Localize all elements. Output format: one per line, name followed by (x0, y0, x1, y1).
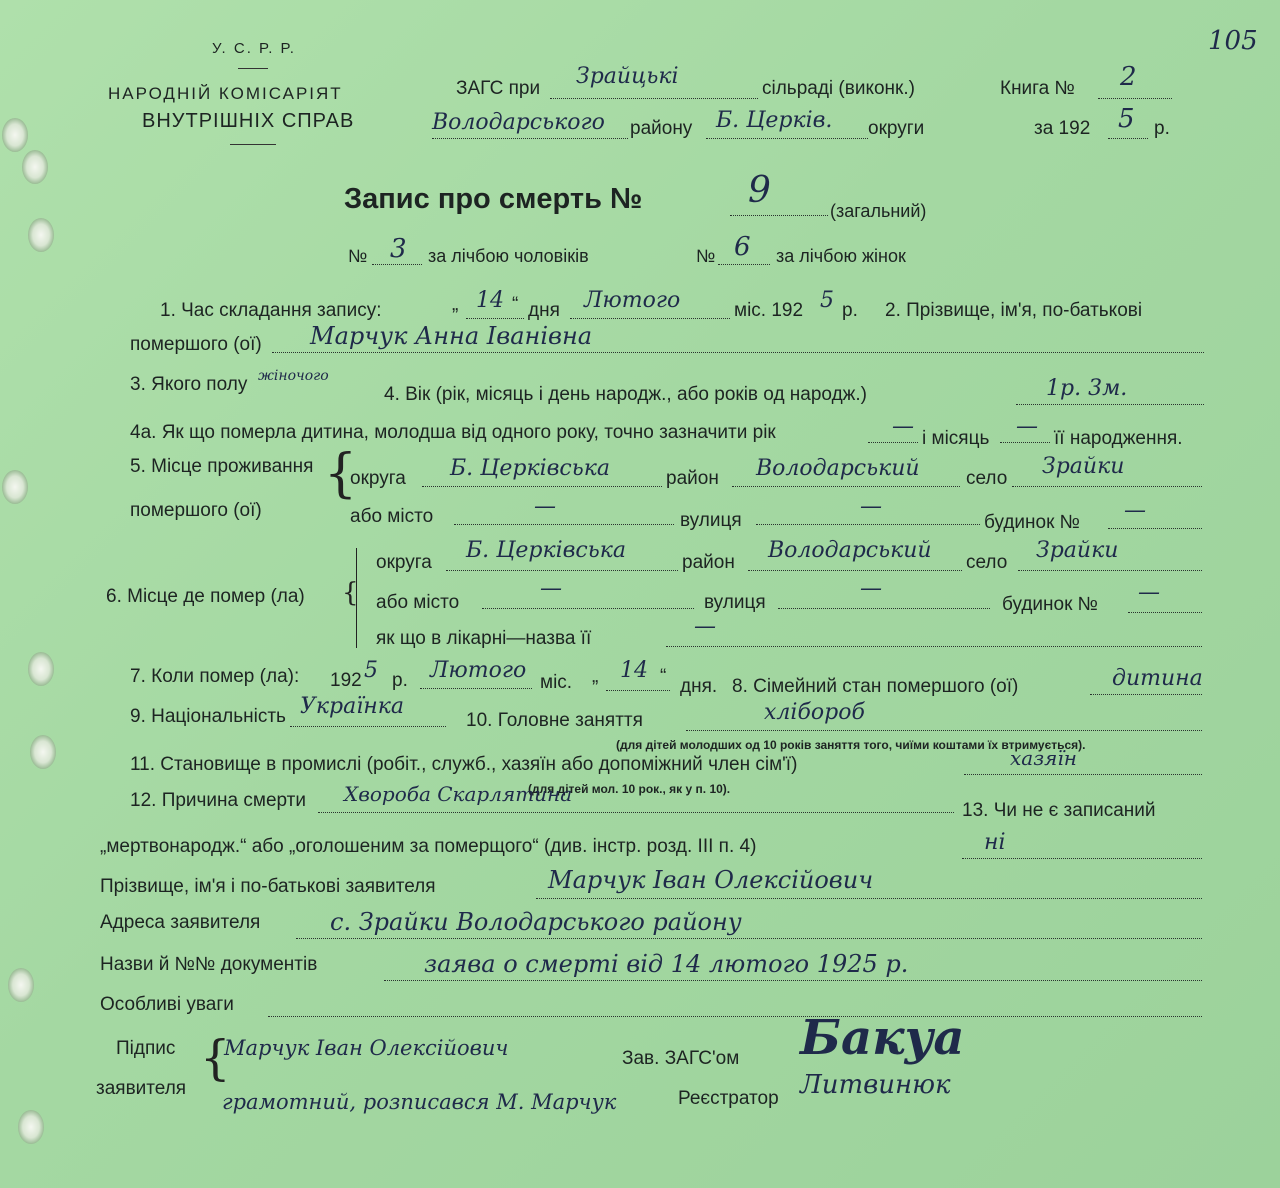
record-day-value: 14 (476, 288, 504, 313)
residence-selo-label: село (966, 468, 1008, 489)
male-count-label: за лічбою чоловіків (428, 246, 589, 266)
f3-label: 3. Якого полу (130, 374, 248, 395)
underline (686, 730, 1202, 731)
death-raion-value: Володарський (768, 538, 932, 563)
underline (550, 98, 758, 99)
underline (482, 608, 694, 609)
underline (778, 608, 990, 609)
f7-year-prefix: 192 (330, 670, 362, 691)
documents-value: заява о смерті від 14 лютого 1925 р. (424, 950, 909, 978)
f4a-end-label: її народження. (1054, 428, 1183, 449)
underline (536, 898, 1202, 899)
sex-value: жіночого (258, 368, 329, 384)
brace: { (200, 1030, 231, 1086)
occupation-value: хлібороб (764, 700, 865, 725)
underline (666, 646, 1202, 647)
record-number-value: 9 (748, 170, 771, 211)
residence-house-value: — (1124, 498, 1146, 523)
underline (706, 138, 868, 139)
f10-note: (для дітей молодших од 10 років заняття того, чиїми коштами їх втримується). (616, 738, 1086, 752)
residence-house-label: будинок № (984, 512, 1081, 533)
applicant-label-sig: заявителя (96, 1078, 187, 1099)
hospital-label: як що в лікарні—назва її (376, 628, 592, 649)
stillborn-answer-value: ні (984, 830, 1006, 855)
underline (1128, 612, 1202, 613)
f13-line2: „мертвонародж.“ або „оголошеним за померщого“ (див. інстр. розд. III п. 4) (100, 836, 757, 857)
underline (268, 1016, 1202, 1017)
punch-hole (30, 735, 56, 769)
punch-hole (18, 1110, 44, 1144)
underline (964, 774, 1202, 775)
underline (1098, 98, 1172, 99)
address-label: Адреса заявителя (100, 912, 261, 933)
residence-raion-value: Володарський (756, 456, 920, 481)
commissariat-line1: НАРОДНІЙ КОМІСАРІЯТ (108, 84, 343, 103)
deceased-label: помершого (ої) (130, 334, 262, 355)
applicant-signature-line2: грамотний, розписався М. Марчук (222, 1090, 617, 1114)
underline (432, 138, 628, 139)
f6-label: 6. Місце де помер (ла) (106, 586, 305, 607)
village-council-suffix: сільраді (виконк.) (762, 78, 915, 99)
punch-hole (8, 968, 34, 1002)
record-month-value: Лютого (584, 288, 681, 313)
residence-city-label: або місто (350, 506, 434, 527)
death-okruha-label: округа (376, 552, 432, 573)
death-house-value: — (1138, 580, 1160, 605)
underline (606, 690, 670, 691)
year-digit-value: 5 (1118, 104, 1135, 134)
book-number-value: 2 (1120, 62, 1137, 92)
month-label: міс. 192 (734, 300, 804, 321)
f4a-label: 4а. Як що померла дитина, молодша від одного року, точно зазначити рік (130, 422, 776, 443)
cause-of-death-value: Хвороба Скарлятина (344, 782, 573, 806)
zags-head-signature: Бакуа (800, 1010, 965, 1066)
underline (718, 264, 770, 265)
day-label: дня (528, 300, 560, 321)
punch-hole (2, 470, 28, 504)
residence-raion-label: район (666, 468, 719, 489)
documents-label: Назви й №№ документів (100, 954, 318, 975)
underline (1012, 486, 1202, 487)
underline (730, 215, 828, 216)
underline (962, 858, 1202, 859)
birth-year-value: — (892, 414, 914, 439)
underline (318, 812, 954, 813)
underline (1016, 404, 1204, 405)
zags-head-label: Зав. ЗАГС'ом (622, 1048, 740, 1069)
year-r-label: р. (842, 300, 858, 321)
f11-label: 11. Становище в промислі (робіт., служб., хазяїн або допоміжний член сім'ї) (130, 754, 798, 775)
year-label: за 192 (1034, 118, 1091, 139)
address-value: с. Зрайки Володарського району (330, 908, 742, 936)
position-value: хазяїн (1010, 746, 1077, 770)
village-council-value: Зрайцькі (576, 64, 679, 89)
brace: { (342, 578, 359, 608)
underline (570, 318, 730, 319)
punch-hole (28, 218, 54, 252)
residence-street-value: — (860, 494, 882, 519)
header-rule (230, 144, 276, 145)
underline (446, 570, 678, 571)
female-count-label: за лічбою жінок (776, 246, 906, 266)
punch-hole (22, 150, 48, 184)
f7-label: 7. Коли помер (ла): (130, 666, 300, 687)
no-sign: № (348, 246, 368, 266)
underline (748, 570, 962, 571)
f1-label: 1. Час складання запису: (160, 300, 382, 321)
f4-label: 4. Вік (рік, місяць і день народж., або років од народж.) (384, 384, 867, 405)
death-month-value: Лютого (430, 658, 527, 683)
death-street-value: — (860, 576, 882, 601)
underline (732, 486, 960, 487)
form-title: Запис про смерть № (344, 183, 643, 215)
underline (1090, 694, 1202, 695)
general-label: (загальний) (830, 201, 927, 221)
f5-label2: помершого (ої) (130, 500, 262, 521)
underline (1018, 570, 1202, 571)
signature-label: Підпис (116, 1038, 176, 1059)
punch-hole (2, 118, 28, 152)
f7-day-label: дня. (680, 676, 718, 697)
f8-label: 8. Сімейний стан помершого (ої) (732, 676, 1019, 697)
underline (466, 318, 524, 319)
applicant-label: Прізвище, ім'я і по-батькові заявителя (100, 876, 436, 897)
nationality-value: Українка (300, 694, 405, 719)
residence-selo-value: Зрайки (1042, 454, 1125, 479)
underline (1108, 528, 1202, 529)
registrar-label: Реєстратор (678, 1088, 779, 1109)
residence-street-label: вулиця (680, 510, 742, 531)
death-year-value: 5 (364, 658, 378, 683)
male-number-value: 3 (390, 234, 407, 264)
death-city-label: або місто (376, 592, 460, 613)
birth-month-value: — (1016, 414, 1038, 439)
f9-label: 9. Національність (130, 706, 286, 727)
year-suffix: р. (1154, 118, 1170, 139)
book-label: Книга № (1000, 78, 1075, 99)
underline (272, 352, 1204, 353)
female-number-value: 6 (734, 232, 751, 262)
page-number: 105 (1208, 26, 1258, 56)
applicant-signature-line1: Марчук Іван Олексійович (224, 1036, 509, 1060)
quote-close: “ (512, 294, 519, 315)
f4a-month-label: і місяць (922, 428, 990, 449)
registrar-signature: Литвинюк (800, 1070, 951, 1100)
underline (422, 486, 662, 487)
residence-okruha-label: округа (350, 468, 406, 489)
f12-label: 12. Причина смерти (130, 790, 306, 811)
death-house-label: будинок № (1002, 594, 1099, 615)
underline (420, 688, 532, 689)
applicant-name-value: Марчук Іван Олексійович (548, 866, 874, 894)
residence-okruha-value: Б. Церківська (450, 456, 610, 481)
death-street-label: вулиця (704, 592, 766, 613)
marital-status-value: дитина (1112, 666, 1203, 691)
death-selo-value: Зрайки (1036, 538, 1119, 563)
f11-note: (для дітей мол. 10 рок., як у п. 10). (528, 782, 731, 796)
f10-label: 10. Головне заняття (466, 710, 643, 731)
no-sign: № (696, 246, 716, 266)
underline (1000, 442, 1050, 443)
underline (290, 726, 446, 727)
quote-close: “ (660, 666, 667, 687)
hospital-value: — (694, 614, 716, 639)
okruha-label: округи (868, 118, 925, 139)
punch-hole (28, 652, 54, 686)
underline (454, 524, 674, 525)
underline (372, 264, 422, 265)
republic-label: У. С. Р. Р. (212, 40, 296, 57)
district-value: Володарського (432, 110, 605, 135)
underline (296, 938, 1202, 939)
death-okruha-value: Б. Церківська (466, 538, 626, 563)
commissariat-line2: ВНУТРІШНІХ СПРАВ (142, 110, 355, 132)
f7-month-label: міс. (540, 672, 573, 693)
underline (756, 524, 980, 525)
death-city-value: — (540, 576, 562, 601)
header-rule (238, 68, 268, 69)
zags-label: ЗАГС при (456, 78, 541, 99)
death-raion-label: район (682, 552, 735, 573)
okruha-value: Б. Церків. (716, 108, 833, 133)
f13-label: 13. Чи не є записаний (962, 800, 1156, 821)
residence-city-value: — (534, 494, 556, 519)
quote-open: „ (452, 294, 459, 315)
age-value: 1р. 3м. (1046, 376, 1128, 401)
brace: { (324, 444, 358, 504)
underline (868, 442, 918, 443)
record-year-value: 5 (820, 288, 834, 313)
f7-r-label: р. (392, 670, 408, 691)
underline (384, 980, 1202, 981)
deceased-name-value: Марчук Анна Іванівна (310, 322, 593, 350)
district-label: району (630, 118, 693, 139)
remarks-label: Особливі уваги (100, 994, 234, 1015)
death-day-value: 14 (620, 658, 648, 683)
underline (1108, 138, 1148, 139)
f5-label1: 5. Місце проживання (130, 456, 314, 477)
quote-open: „ (592, 666, 599, 687)
f2-label: 2. Прізвище, ім'я, по-батькові (885, 300, 1143, 321)
death-selo-label: село (966, 552, 1008, 573)
